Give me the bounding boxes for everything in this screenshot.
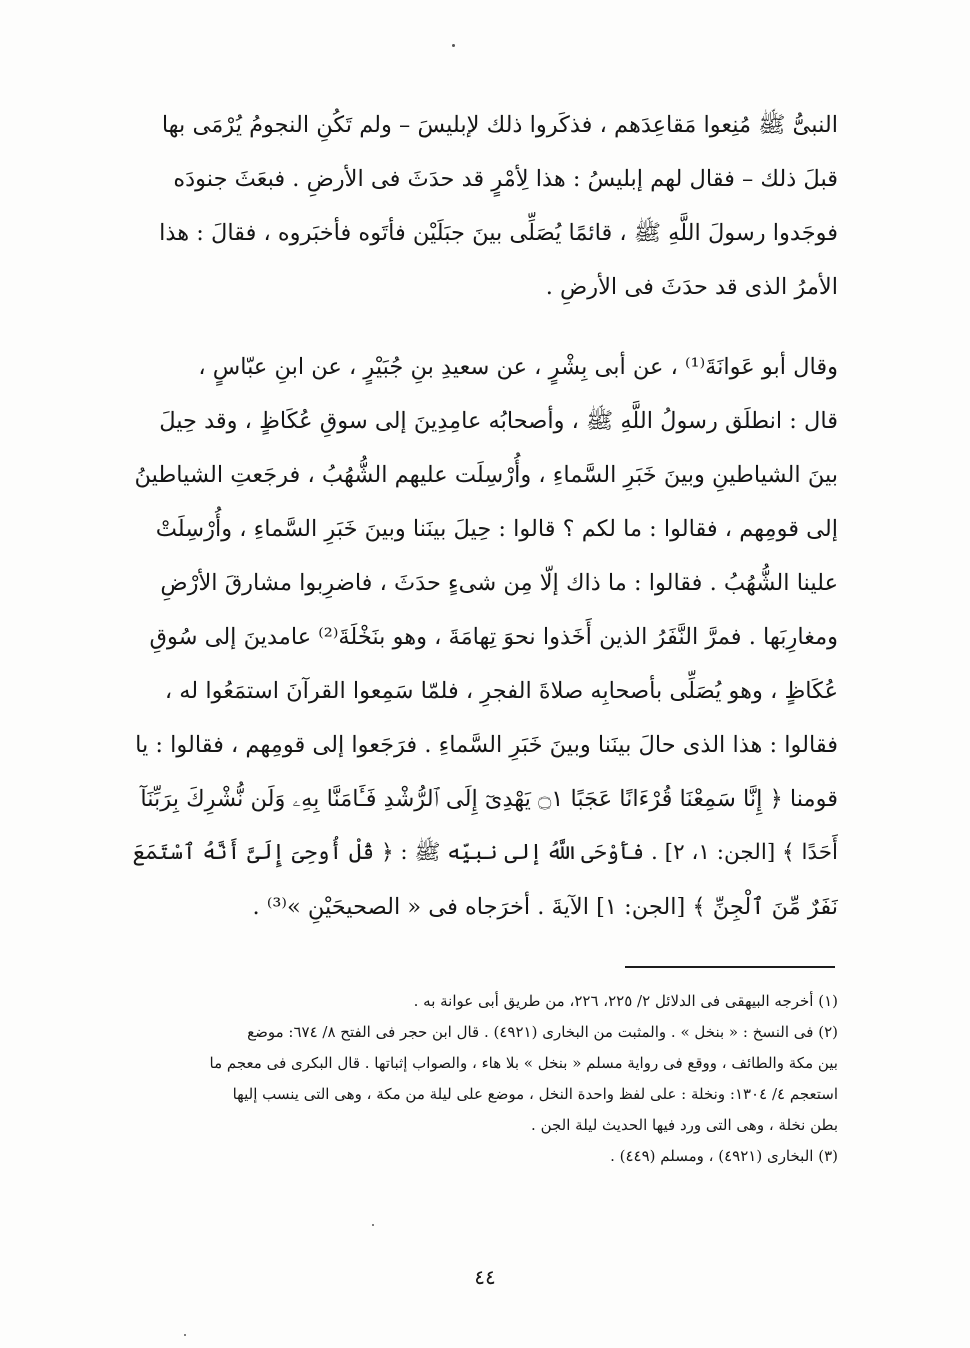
text-line: بينَ الشياطينِ وبينَ خَبَرِ السَّماءِ ، وأُرْسِلَت عليهم الشُّهُبُ ، فرجَعتِ الشياطينُ — [134, 462, 838, 488]
footnote-3: (٣) البخارى (٤٩٢١) ، ومسلم (٤٤٩) . — [610, 1147, 838, 1165]
text-line: قبلَ ذلك – فقال لهم إبليسُ : هذا لِأمْرٍ قد حدَثَ فى الأرضِ . فبعَثَ جنودَه — [173, 166, 838, 192]
footnote-divider — [625, 966, 835, 968]
footnote-2-continued: بطن نخلة ، وهى التى ورد فيها الحديث ليلة الجن . — [531, 1116, 838, 1134]
text-line: نَفَرٌ مِّنَ ٱلْجِنِّ ﴾ [الجن: ١] الآيةَ . أخرَجاه فى « الصحيحَيْنِ »⁽³⁾ . — [252, 894, 838, 920]
text-line: إلى قومِهم ، فقالوا : ما لكم ؟ قالوا : حِيلَ بينَنا وبينَ خَبَرِ السَّماءِ ، وأُرْسِلَتْ — [155, 516, 838, 542]
scan-speck — [184, 1334, 186, 1336]
text-line: فوجَدوا رسولَ اللَّهِ ﷺ ، قائمًا يُصَلِّى بينَ جبَلَيْن فأتَوه فأخبَروه ، فقالَ : هذا — [159, 220, 838, 246]
scan-speck — [452, 44, 455, 47]
quran-verse-line: أَحَدًا ﴾ [الجن: ١، ٢] . فأَوْحَى اللَّهُ إلى نبيِّه ﷺ : ﴿ قُلْ أُوحِىَ إِلَىَّ أَنَّهُ ٱسْتَمَعَ — [132, 840, 838, 865]
main-paragraph-2 — [128, 340, 838, 934]
text-line: وقال أبو عَوانَةَ⁽¹⁾ ، عن أبى بِشْرٍ ، عن سعيدِ بنِ جُبَيْرٍ ، عن ابنِ عبّاسٍ ، — [198, 354, 838, 380]
footnote-2: (٢) فى النسخ : « بنخل » . والمثبت من البخارى (٤٩٢١) . قال ابن حجر فى الفتح ٨/ ٦٧٤: موضع — [247, 1023, 838, 1041]
text-line: قال : انطلَق رسولُ اللَّهِ ﷺ ، وأصحابُه عامِدِينَ إلى سوقِ عُكَاظٍ ، وقد حِيلَ — [159, 408, 838, 434]
text-line: عُكَاظٍ ، وهو يُصَلِّى بأصحابِه صلاةَ الفجرِ ، فلمّا سَمِعوا القرآنَ استمَعُوا له ، — [164, 678, 838, 704]
footnote-1: (١) أخرجه البيهقى فى الدلائل ٢/ ٢٢٥، ٢٢٦، من طريق أبى عوانة به . — [413, 992, 838, 1010]
text-line: علينا الشُّهُبُ . فقالوا : ما ذاك إلّا مِن شىءٍ حدَثَ ، فاضرِبوا مشارقَ الأرْضِ — [160, 570, 838, 596]
quran-verse-line: قومنا ﴿ إِنَّا سَمِعْنَا قُرْءَانًا عَجَبًا ۝١ يَهْدِىٓ إِلَى ٱلرُّشْدِ فَـَٔامَنَّا بِهِۦ وَلَن نُّشْرِكَ بِرَبِّنَآ — [140, 786, 838, 812]
footnote-2-continued: بين مكة والطائف ، ووقع فى رواية مسلم « بنخل » بلا هاء ، والصواب إثباتها . قال البكرى فى معجم ما — [209, 1054, 838, 1072]
page-number: ٤٤ — [474, 1265, 496, 1289]
text-line: فقالوا : هذا الذى حالَ بينَنا وبينَ خَبَرِ السَّماءِ . فرَجَعوا إلى قومِهم ، فقالوا : يا — [135, 732, 838, 758]
text-line: الأمرُ الذى قد حدَثَ فى الأرضِ . — [545, 274, 838, 300]
text-line: ومغارِبَها . فمرَّ النَّفَرُ الذين أَخَذوا نحوَ تِهامَةَ ، وهو بنَخْلَةَ⁽²⁾ عامدينَ إلى سُوقِ — [149, 624, 838, 650]
text-line: النبىُّ ﷺ مُنِعوا مَقاعِدَهم ، فذكَروا ذلك لإبليسَ – ولم تَكُنِ النجومُ يُرْمَى بها — [161, 112, 838, 138]
main-paragraph-1 — [128, 98, 838, 314]
footnotes — [128, 986, 838, 1172]
footnote-2-continued: استعجم ٤/ ١٣٠٤: ونخلة : على لفظ واحدة النخل ، موضع على ليلة من مكة ، وهى التى ينسب إليها — [232, 1085, 838, 1103]
scan-speck — [372, 1224, 374, 1226]
